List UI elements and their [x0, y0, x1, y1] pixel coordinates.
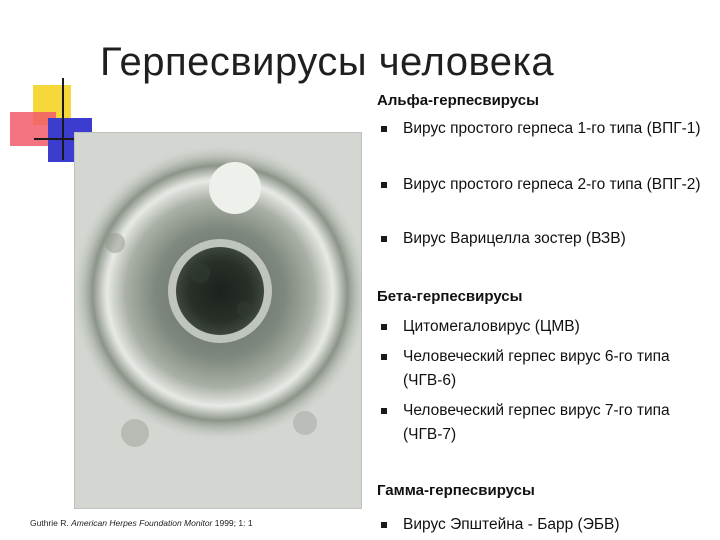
bullet-icon: [381, 354, 387, 360]
caption-tail: 1999; 1: 1: [212, 518, 253, 528]
virus-micrograph: [74, 132, 362, 509]
bullet-icon: [381, 522, 387, 528]
image-caption: [30, 518, 253, 528]
group-title-gamma: Гамма-герпесвирусы: [377, 482, 535, 499]
list-item-text: Цитомегаловирус (ЦМВ): [403, 318, 580, 335]
group-title-alpha: Альфа-герпесвирусы: [377, 92, 539, 109]
list-item-text: Вирус простого герпеса 2-го типа (ВПГ-2): [403, 176, 701, 193]
list-item-text: Вирус простого герпеса 1-го типа (ВПГ-1): [403, 120, 701, 137]
bullet-icon: [381, 182, 387, 188]
list-item-text: Человеческий герпес вирус 7-го типа (ЧГВ-7): [403, 402, 670, 443]
logo-vertical-line: [62, 78, 64, 160]
slide-title: Герпесвирусы человека: [100, 40, 555, 84]
list-item-text: Вирус Эпштейна - Барр (ЭБВ): [403, 516, 620, 533]
bullet-icon: [381, 324, 387, 330]
bullet-icon: [381, 126, 387, 132]
list-item-text: Вирус Варицелла зостер (ВЗВ): [403, 230, 626, 247]
caption-source: American Herpes Foundation Monitor: [71, 518, 213, 528]
group-title-beta: Бета-герпесвирусы: [377, 288, 523, 305]
bullet-icon: [381, 236, 387, 242]
bullet-icon: [381, 408, 387, 414]
micrograph-image: [75, 133, 361, 508]
caption-author: Guthrie R.: [30, 518, 72, 528]
list-item-text: Человеческий герпес вирус 6-го типа (ЧГВ-6): [403, 348, 670, 389]
